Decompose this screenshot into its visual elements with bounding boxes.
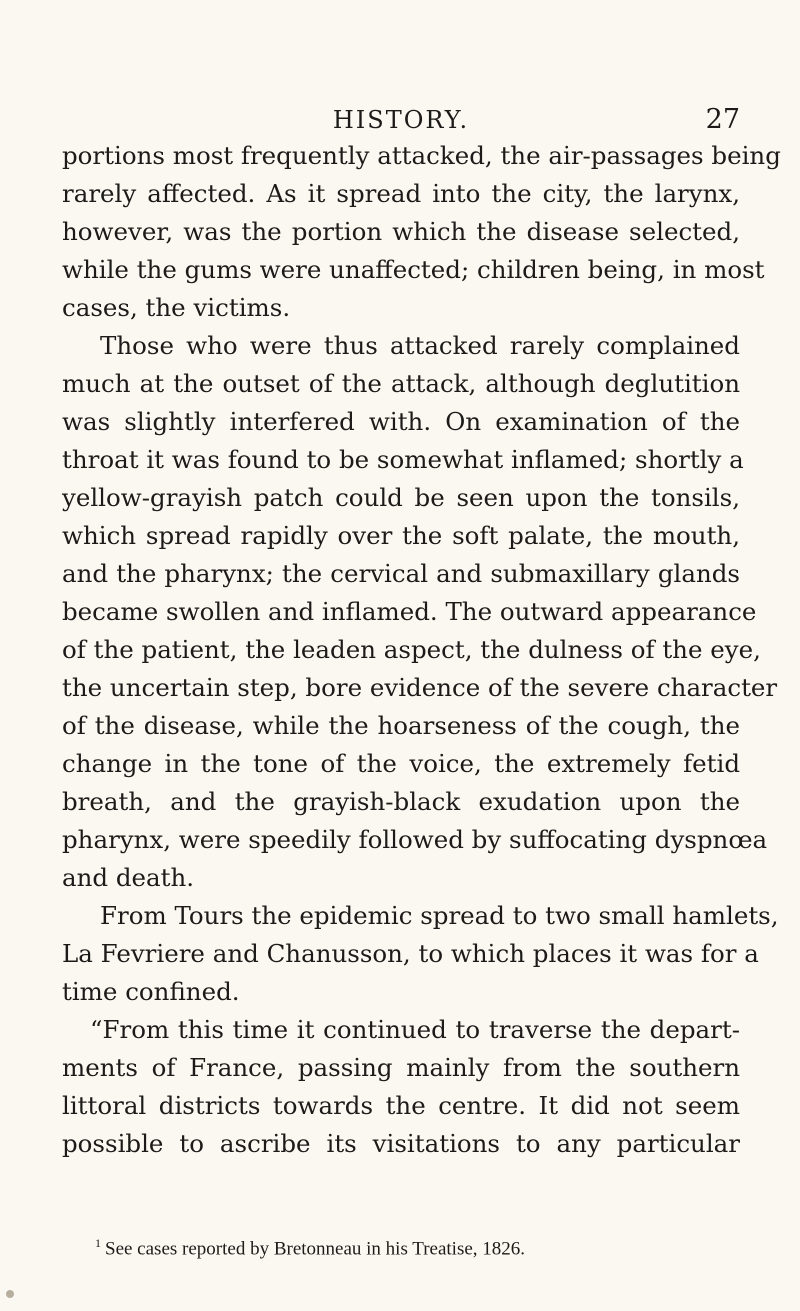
text-line: “From this time it continued to traverse the depart-	[90, 1015, 740, 1044]
body-text	[62, 137, 781, 1163]
text-line: pharynx, were speedily followed by suffocating dyspnœa	[62, 825, 768, 854]
page-number: 27	[705, 104, 740, 135]
running-head	[62, 100, 740, 140]
text-line: rarely affected. As it spread into the city, the larynx,	[62, 179, 740, 208]
text-line: and the pharynx; the cervical and submaxillary glands	[62, 559, 740, 588]
text-line: much at the outset of the attack, although deglutition	[62, 369, 740, 398]
text-line: La Fevriere and Chanusson, to which places it was for a	[62, 939, 759, 968]
text-line: yellow-grayish patch could be seen upon the tonsils,	[62, 483, 740, 512]
text-line: which spread rapidly over the soft palate, the mouth,	[62, 521, 740, 550]
footnote-marker: 1	[95, 1236, 101, 1250]
text-line: the uncertain step, bore evidence of the severe character	[62, 673, 778, 702]
text-line: was slightly interfered with. On examination of the	[62, 407, 740, 436]
text-line: throat it was found to be somewhat inflamed; shortly a	[62, 445, 744, 474]
page-blemish	[6, 1290, 14, 1298]
text-line: and death.	[62, 863, 195, 892]
footnote-text: See cases reported by Bretonneau in his Treatise, 1826.	[105, 1238, 526, 1260]
text-line: of the disease, while the hoarseness of the cough, the	[62, 711, 740, 740]
text-line: portions most frequently attacked, the air-passages being	[62, 141, 781, 170]
footnote	[95, 1230, 735, 1262]
text-line: however, was the portion which the disease selected,	[62, 217, 740, 246]
text-line: Those who were thus attacked rarely complained	[100, 331, 740, 360]
running-head-title: HISTORY.	[332, 106, 470, 134]
text-line: while the gums were unaffected; children being, in most	[62, 255, 765, 284]
text-line: change in the tone of the voice, the extremely fetid	[62, 749, 740, 778]
text-line: cases, the victims.	[62, 293, 291, 322]
text-line: became swollen and inflamed. The outward appearance	[62, 597, 757, 626]
text-line: ments of France, passing mainly from the southern	[62, 1053, 740, 1082]
text-line: littoral districts towards the centre. It did not seem	[62, 1091, 740, 1120]
text-line: of the patient, the leaden aspect, the dulness of the eye,	[62, 635, 761, 664]
text-line: possible to ascribe its visitations to any particular	[62, 1129, 740, 1158]
text-line: time confined.	[62, 977, 240, 1006]
text-line: breath, and the grayish-black exudation upon the	[62, 787, 740, 816]
text-line: From Tours the epidemic spread to two small hamlets,	[100, 901, 779, 930]
